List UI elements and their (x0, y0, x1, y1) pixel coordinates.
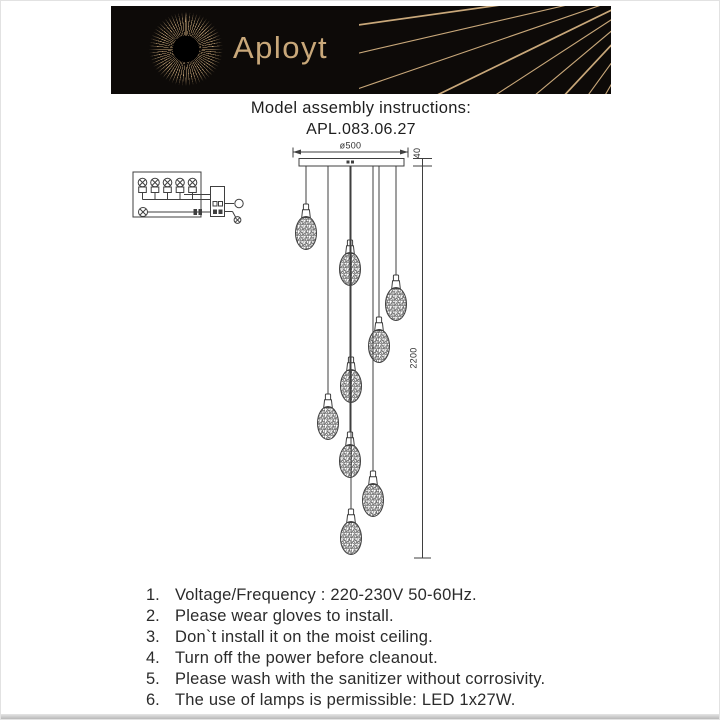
pendant-lamp (369, 166, 390, 363)
canopy-height-label: 40 (412, 147, 422, 159)
lamp-shade (386, 288, 407, 321)
lamp-cap (393, 275, 398, 281)
item-text: Don`t install it on the moist ceiling. (175, 628, 433, 646)
item-number: 1. (146, 586, 160, 604)
diameter-label: ø500 (339, 140, 362, 151)
list-item (146, 606, 606, 627)
brand-wordmark: Aployt (233, 30, 329, 65)
item-number: 2. (146, 607, 160, 625)
lamp-shade (318, 407, 339, 440)
pendant-lamp (341, 166, 362, 555)
lamp-cap (303, 204, 308, 210)
page-bottom-edge (1, 714, 720, 719)
list-item (146, 690, 606, 711)
lamp-shade (341, 522, 362, 555)
lamp-shade (363, 484, 384, 517)
item-text: The use of lamps is permissible: LED 1x27W. (175, 691, 516, 709)
item-text: Turn off the power before cleanout. (175, 649, 438, 667)
item-text: Please wash with the sanitizer without corrosivity. (175, 670, 546, 688)
item-number: 3. (146, 628, 160, 646)
list-item (146, 648, 606, 669)
lamp-cap (376, 317, 381, 323)
lamp-shade (340, 445, 361, 478)
instructions-list (146, 585, 606, 711)
pendant-diagram (296, 166, 407, 555)
lamp-cap (347, 432, 352, 438)
item-number: 5. (146, 670, 160, 688)
lamp-cap (370, 471, 375, 477)
list-item (146, 585, 606, 606)
pendant-lamp (318, 166, 339, 440)
item-number: 6. (146, 691, 160, 709)
item-number: 4. (146, 649, 160, 667)
lamp-symbol-row (138, 178, 197, 199)
pendant-lamp (340, 166, 361, 478)
dimension-diameter (293, 141, 408, 158)
drop-length-label: 2200 (408, 347, 419, 369)
item-text: Voltage/Frequency : 220-230V 50-60Hz. (175, 586, 477, 604)
item-text: Please wear gloves to install. (175, 607, 394, 625)
lamp-shade (296, 217, 317, 250)
page-title: Model assembly instructions: (250, 99, 472, 117)
list-item (146, 669, 606, 690)
model-number: APL.083.06.27 (306, 121, 416, 138)
ceiling-plate (299, 159, 404, 167)
pendant-lamp (386, 166, 407, 321)
list-item (146, 627, 606, 648)
pendant-lamp (296, 166, 317, 250)
lamp-shade (369, 330, 390, 363)
lamp-cap (348, 509, 353, 515)
dimension-drop-length (409, 159, 432, 559)
lamp-cap (325, 394, 330, 400)
wiring-diagram (133, 172, 243, 223)
